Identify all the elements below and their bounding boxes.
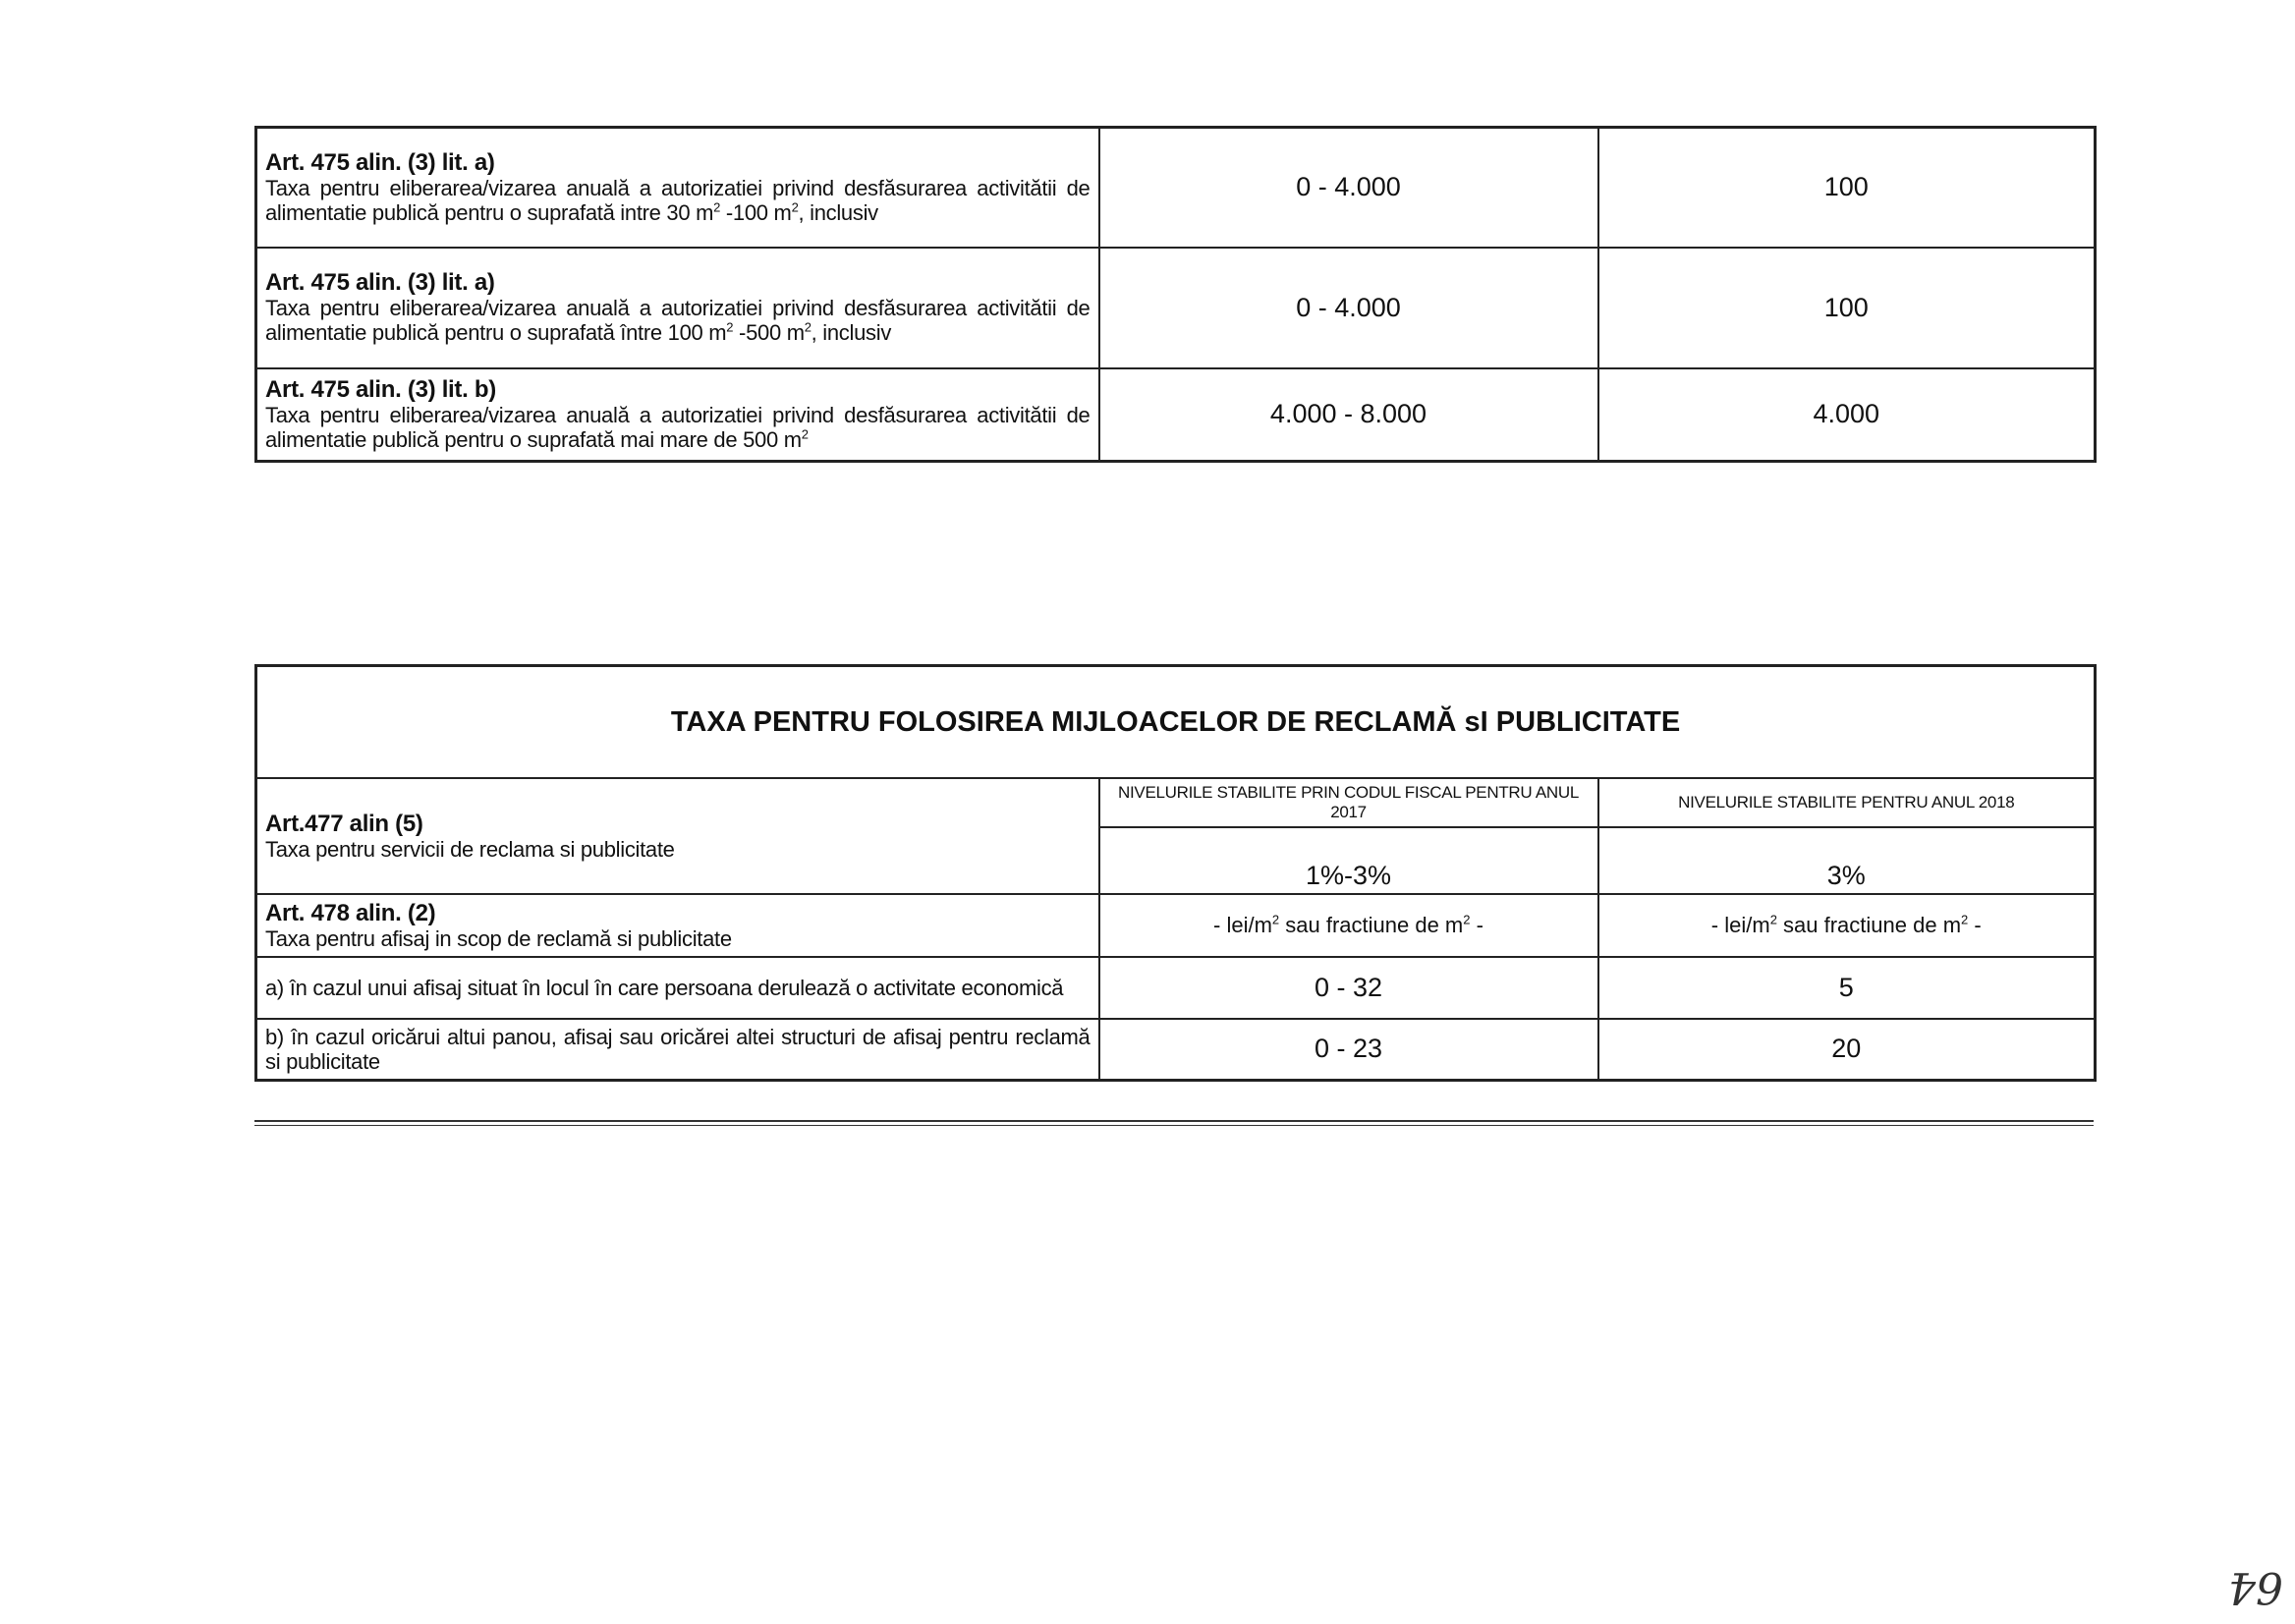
row-description: a) în cazul unui afisaj situat în locul în care persoana derulează o activitate economică: [256, 957, 1099, 1019]
level-2018: 4.000: [1598, 368, 2096, 462]
unit-2018: - lei/$m^2$ sau fractiune de $m^2$ -: [1598, 894, 2096, 957]
table-row: [256, 368, 2096, 462]
row-description: Taxa pentru eliberarea/vizarea anuală a autorizatiei privind desfăsurarea activitătii de alimentatie publică pentru o suprafată mai mare de 500 $m^2$: [265, 402, 1091, 452]
horizontal-rule: [254, 1120, 2094, 1126]
table-row: [256, 957, 2096, 1019]
level-2018: 100: [1598, 128, 2096, 248]
tax-table-alimentatie: [254, 126, 2097, 463]
level-2017: 0 - 23: [1099, 1019, 1598, 1080]
row-description: Taxa pentru eliberarea/vizarea anuală a autorizatiei privind desfăsurarea activitătii de alimentatie publică pentru o suprafată intre 30 $m^2$ -100 $m^2$, inclusiv: [265, 175, 1091, 225]
row-description: Taxa pentru eliberarea/vizarea anuală a autorizatiei privind desfăsurarea activitătii de alimentatie publică pentru o suprafată între 100 $m^2$ -500 $m^2$, inclusiv: [265, 296, 1091, 345]
row-description: Taxa pentru servicii de reclama si publicitate: [265, 836, 675, 862]
level-2017: 1%-3%: [1099, 827, 1598, 894]
level-2017: 0 - 4.000: [1099, 128, 1598, 248]
handwritten-page-number: 64: [2228, 1562, 2283, 1612]
level-2017: 4.000 - 8.000: [1099, 368, 1598, 462]
level-2017: 0 - 32: [1099, 957, 1598, 1019]
level-2018: 20: [1598, 1019, 2096, 1080]
table-row: [256, 894, 2096, 957]
article-ref: Art. 475 alin. (3) lit. a): [265, 269, 495, 296]
level-2018: 5: [1598, 957, 2096, 1019]
tax-table-reclama: [254, 664, 2097, 1082]
article-ref: Art. 478 alin. (2): [265, 899, 436, 926]
row-description: Taxa pentru afisaj in scop de reclamă si publicitate: [265, 925, 732, 951]
level-2018: 100: [1598, 248, 2096, 368]
unit-2017: - lei/$m^2$ sau fractiune de $m^2$ -: [1099, 894, 1598, 957]
article-ref: Art. 475 alin. (3) lit. a): [265, 148, 495, 176]
column-header-2017: NIVELURILE STABILITE PRIN CODUL FISCAL PENTRU ANUL 2017: [1099, 778, 1598, 827]
table-row: [256, 248, 2096, 368]
level-2018: 3%: [1598, 827, 2096, 894]
level-2017: 0 - 4.000: [1099, 248, 1598, 368]
column-header-2018: NIVELURILE STABILITE PENTRU ANUL 2018: [1598, 778, 2096, 827]
table-title: TAXA PENTRU FOLOSIREA MIJLOACELOR DE RECLAMĂ sI PUBLICITATE: [256, 666, 2096, 779]
article-ref: Art. 475 alin. (3) lit. b): [265, 375, 496, 403]
table-row: [256, 128, 2096, 248]
article-ref: Art.477 alin (5): [265, 810, 423, 837]
table-row: [256, 778, 2096, 827]
row-description: b) în cazul oricărui altui panou, afisaj sau oricărei altei structuri de afisaj pentru reclamă si publicitate: [256, 1019, 1099, 1080]
table-row: [256, 1019, 2096, 1080]
